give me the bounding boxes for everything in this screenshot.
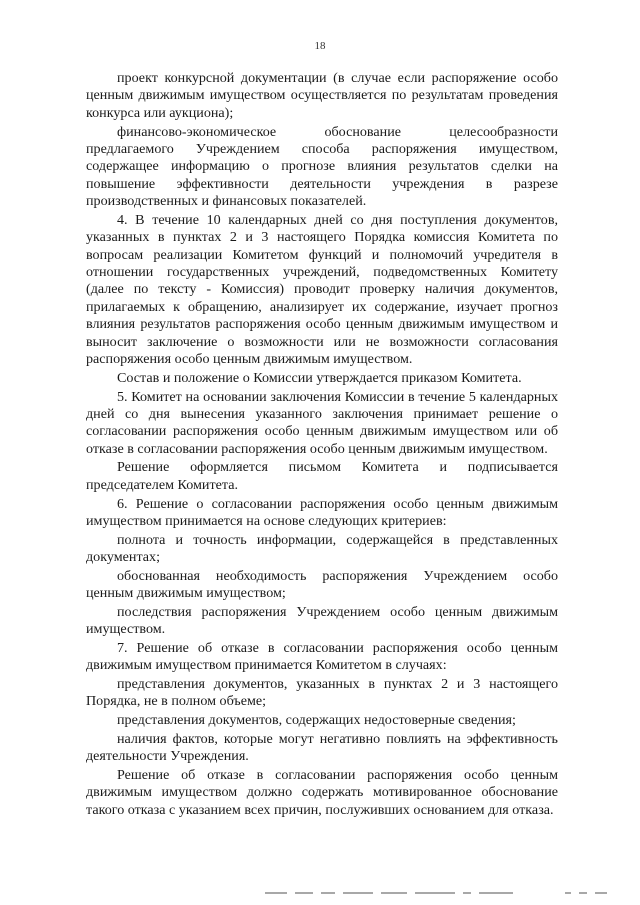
refusal-case-false-info: представления документов, содержащих недостоверные сведения; xyxy=(117,712,516,729)
document-body xyxy=(86,70,558,821)
paragraph-decision-form: Решение оформляется письмом Комитета и подписывается председателем Комитета. xyxy=(86,459,558,493)
paragraph-tender-documentation: проект конкурсной документации (в случае если распоряжение особо ценным движимым имуществом осуществляется по результатам проведения конкурса или аукциона); xyxy=(86,70,558,121)
criterion-completeness: полнота и точность информации, содержащейся в представленных документах; xyxy=(86,531,558,566)
refusal-case-incomplete: представления документов, указанных в пунктах 2 и 3 настоящего Порядка, не в полном объеме; xyxy=(86,676,558,710)
paragraph-commission-composition: Состав и положение о Комиссии утверждается приказом Комитета. xyxy=(117,369,522,386)
paragraph-refusal-justification: Решение об отказе в согласовании распоряжения особо ценным движимым имуществом должно содержать мотивированное обоснование такого отказа с указанием всех причин, послуживших основанием для отказа. xyxy=(86,767,558,818)
paragraph-item-7: 7. Решение об отказе в согласовании распоряжения особо ценным движимым имуществом принимается Комитетом в случаях: xyxy=(86,639,558,674)
refusal-case-negative-facts: наличия фактов, которые могут негативно повлиять на эффективность деятельности Учреждения. xyxy=(86,730,558,765)
page-number: 18 xyxy=(314,40,326,52)
scan-artifact-marks xyxy=(265,892,610,895)
criterion-consequences: последствия распоряжения Учреждением особо ценным движимым имуществом. xyxy=(86,603,558,638)
criterion-necessity: обоснованная необходимость распоряжения Учреждением особо ценным движимым имуществом; xyxy=(86,567,558,602)
paragraph-item-5: 5. Комитет на основании заключения Комиссии в течение 5 календарных дней со дня вынесения указанного заключения принимает решение о согласовании распоряжения особо ценным движимым имуществом или об отказе в согласовании распоряжения особо ценным движимым имуществом. xyxy=(86,388,558,457)
paragraph-economic-justification: финансово-экономическое обоснование целесообразности предлагаемого Учреждением способа распоряжения имуществом, содержащее информацию о прогнозе влияния результатов сделки на повышение эффективности деятельности учреждения в разрезе производственных и финансовых показателей. xyxy=(86,123,558,210)
paragraph-item-4: 4. В течение 10 календарных дней со дня поступления документов, указанных в пунктах 2 и 3 настоящего Порядка комиссия Комитета по вопросам реализации Комитетом функций и полномочий учредителя в отношении государственных учреждений, подведомственных Комитету (далее по тексту - Комиссия) проводит проверку наличия документов, прилагаемых к обращению, анализирует их содержание, изучает прогноз влияния результатов распоряжения особо ценным движимым имуществом и выносит заключение о возможности или не возможности согласования распоряжения особо ценным движимым имуществом. xyxy=(86,211,558,368)
paragraph-item-6: 6. Решение о согласовании распоряжения особо ценным движимым имуществом принимается на основе следующих критериев: xyxy=(86,495,558,529)
